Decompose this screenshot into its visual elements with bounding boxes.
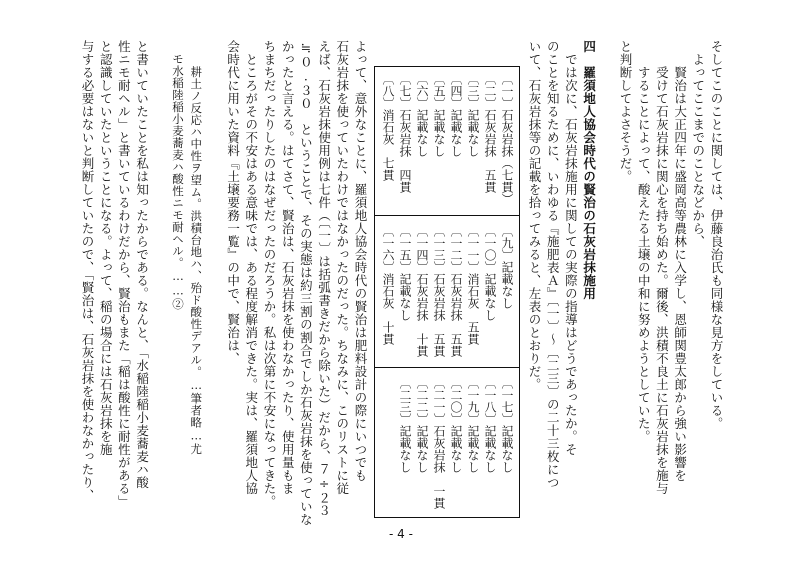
text-column: のことを知るために、いわゆる『施肥表Ａ』〔一〕〜〔二三〕の二十三枚につ: [545, 40, 561, 489]
text-column: ところがその不安はある意味では、ある程度解消できた。実は、羅須地人協: [243, 53, 259, 495]
text-column: ≒０.３０ ということで、その実態は約三割の割合でしか石灰岩抹を使っていな: [298, 40, 314, 526]
table-cell: 〔一四〕石灰岩抹 十貫: [415, 225, 429, 357]
text-column: よってここまでのことなどから、: [690, 53, 706, 248]
table-cell: 〔九〕記載なし: [500, 225, 514, 309]
text-column: 受けて石灰岩抹に関心を持ち始めた。爾後、洪積不良土に石灰岩抹を施与: [654, 66, 670, 495]
table-cell: 〔六〕記載なし: [415, 73, 429, 157]
table-cell: 〔一九〕記載なし: [466, 377, 480, 473]
table-cell: 〔二二〕記載なし: [415, 377, 429, 473]
text-column: かったと言える。はてさて、賢治は、石灰岩抹を使わなかったり、使用量もま: [280, 40, 296, 495]
table-cell: 〔一〕石灰岩抹（七貫）: [500, 73, 514, 205]
table-cell: 〔七〕石灰岩抹 四貫: [398, 73, 412, 193]
text-column: 四 羅須地人協会時代の賢治の石灰岩抹施用: [581, 40, 597, 300]
table-cell: 〔一三〕石灰岩抹 五貫: [432, 225, 446, 357]
table-cell: 〔一二〕石灰岩抹 五貫: [449, 225, 463, 357]
table-cell: 〔五〕記載なし: [432, 73, 446, 157]
table-cell: 〔一一〕消石灰 五貫: [466, 225, 480, 345]
table-cell: 〔二〇〕記載なし: [449, 377, 463, 473]
text-column: そしてこのことに関しては、伊藤良治氏も同様な見方をしている。: [709, 40, 724, 430]
text-column: 耕土ノ反応ハ中性ヲ望ム。洪積台地ハ、殆ド酸性デアル。…筆者略…尤: [189, 66, 204, 455]
text-column: と判断してよさそうだ。: [618, 40, 633, 183]
fertilizer-table: [374, 66, 520, 518]
table-cell: 〔八〕消石灰 七貫: [381, 73, 395, 181]
table-cell: 〔三〕記載なし: [466, 73, 480, 157]
table-cell: 〔二三〕記載なし: [398, 377, 412, 473]
text-column: 石灰岩抹を使っていたわけではなかったのだった。ちなみに、このリストに従: [334, 40, 350, 495]
table-divider-2: [375, 367, 519, 368]
table-cell: 〔一七〕記載なし: [500, 377, 514, 473]
text-column: えば、石灰岩抹使用例は七件（〔一〕は括弧書きだから除いた）だから、７÷２３: [316, 40, 332, 518]
table-cell: 〔一八〕記載なし: [483, 377, 497, 473]
text-column: と書いていたことを私は知ったからである。なんと、「水稲陸稲小麦蕎麦ハ酸: [134, 40, 150, 489]
table-divider-1: [375, 215, 519, 216]
text-column: 会時代に用いた資料『土壌要務一覧』の中で、賢治は、: [225, 40, 241, 365]
text-column: することによって、酸えたる土壌の中和に努めようとしていた。: [636, 66, 652, 443]
text-column: 賢治は大正四年に盛岡高等農林に入学し、恩師関豊太郎から強い影響を: [672, 66, 688, 482]
text-column: と認識していたということになる。よって、稲の場合には石灰岩抹を施: [98, 40, 114, 456]
table-cell: 〔一五〕記載なし: [398, 225, 412, 321]
table-cell: 〔一〇〕記載なし: [483, 225, 497, 321]
text-column: ちまちだったりしたのはなぜだったのだろうか。私は次第に不安になってきた。: [262, 40, 277, 508]
text-column: では次に、石灰岩抹施用に関しての実際の指導はどうであったか。そ: [563, 53, 579, 456]
text-column: よって、意外なことに、羅須地人協会時代の賢治は肥料設計の際にいつでも: [353, 40, 368, 482]
table-cell: 〔一六〕消石灰 十貫: [381, 225, 395, 345]
text-column: 性ニモ耐ヘル」と書いているわけだから、賢治もまた「稲は酸性に耐性がある」: [116, 40, 132, 508]
text-column: モ水稲陸稲小麦蕎麦ハ酸性ニモ耐ヘル。……②: [171, 53, 185, 310]
table-cell: 〔四〕記載なし: [449, 73, 463, 157]
text-column: いて、石灰岩抹等の記載を拾ってみると、左表のとおりだ。: [527, 40, 542, 391]
table-cell: 〔二一〕石灰岩抹 一貫: [432, 377, 446, 509]
text-column: 与する必要はないと判断していたので、「賢治は、石灰岩抹を使わなかったり、: [80, 40, 95, 502]
page-number: - 4 -: [389, 527, 413, 541]
table-cell: 〔二〕石灰岩抹 五貫: [483, 73, 497, 193]
